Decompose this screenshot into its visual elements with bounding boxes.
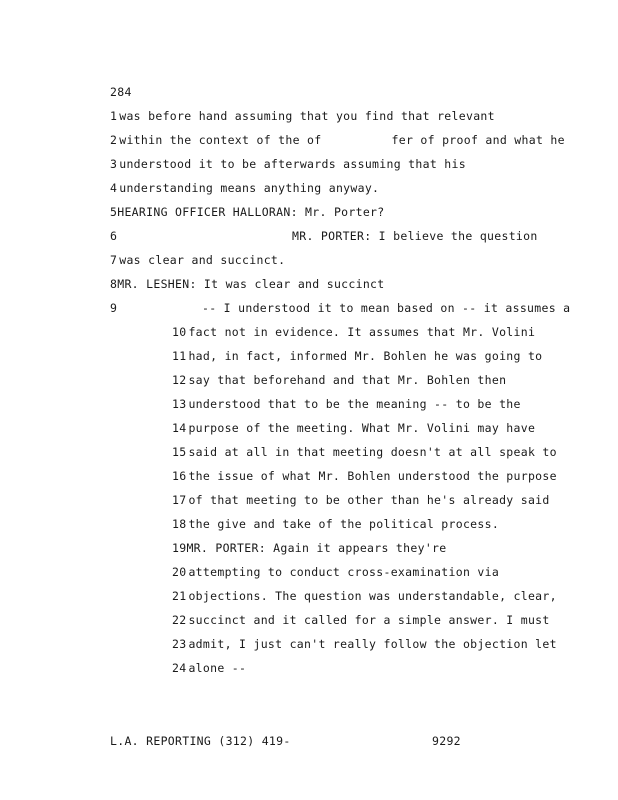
transcript-line-23 <box>172 637 557 651</box>
transcript-line-16 <box>172 469 557 483</box>
transcript-line-14 <box>172 421 535 435</box>
line-number: 17 <box>172 493 187 507</box>
transcript-line-21 <box>172 589 557 603</box>
line-text: said at all in that meeting doesn't at all speak to <box>188 445 557 459</box>
transcript-line-8 <box>110 277 385 291</box>
line-text: MR. LESHEN: It was clear and succinct <box>117 277 385 291</box>
line-number: 13 <box>172 397 187 411</box>
line-text: understood it to be afterwards assuming that his <box>119 157 466 171</box>
line-number: 7 <box>110 253 118 267</box>
transcript-line-24 <box>172 661 246 675</box>
line-number: 11 <box>172 349 187 363</box>
transcript-line-1 <box>110 109 495 123</box>
transcript-line-3 <box>110 157 466 171</box>
line-number: 10 <box>172 325 187 339</box>
transcript-line-6-number: 6 <box>110 229 118 243</box>
line-number: 18 <box>172 517 187 531</box>
line-text: understanding means anything anyway. <box>119 181 380 195</box>
line-text: HEARING OFFICER HALLORAN: Mr. Porter? <box>117 205 385 219</box>
transcript-line-2 <box>110 133 565 147</box>
line-number: 15 <box>172 445 187 459</box>
transcript-line-13 <box>172 397 521 411</box>
line-number: 22 <box>172 613 187 627</box>
line-text: purpose of the meeting. What Mr. Volini may have <box>188 421 536 435</box>
page-number: 284 <box>110 85 132 99</box>
transcript-line-9-number: 9 <box>110 301 118 315</box>
transcript-line-22 <box>172 613 550 627</box>
line-number: 24 <box>172 661 187 675</box>
line-text: the issue of what Mr. Bohlen understood the purpose <box>188 469 557 483</box>
line-text: objections. The question was understandable, clear, <box>188 589 557 603</box>
line-text: say that beforehand and that Mr. Bohlen then <box>188 373 507 387</box>
line-number: 12 <box>172 373 187 387</box>
transcript-line-6: MR. PORTER: I believe the question <box>292 229 538 243</box>
transcript-line-12 <box>172 373 506 387</box>
transcript-line-11 <box>172 349 542 363</box>
footer-reporter: L.A. REPORTING (312) 419- <box>110 734 291 748</box>
line-text: was before hand assuming that you find that relevant <box>119 109 495 123</box>
line-text: had, in fact, informed Mr. Bohlen he was going to <box>188 349 543 363</box>
line-text-part-b: fer of proof and what he <box>391 133 565 147</box>
line-number: 1 <box>110 109 118 123</box>
transcript-line-15 <box>172 445 557 459</box>
line-number: 2 <box>110 133 118 147</box>
line-text: the give and take of the political process. <box>188 517 500 531</box>
transcript-line-10 <box>172 325 535 339</box>
transcript-line-7 <box>110 253 285 267</box>
line-number: 14 <box>172 421 187 435</box>
line-text: succinct and it called for a simple answer. I must <box>188 613 550 627</box>
line-number: 5 <box>110 205 118 219</box>
transcript-line-4 <box>110 181 379 195</box>
line-text: fact not in evidence. It assumes that Mr. Volini <box>188 325 536 339</box>
line-number: 19 <box>172 541 187 555</box>
line-text: attempting to conduct cross-examination via <box>188 565 500 579</box>
line-number: 4 <box>110 181 118 195</box>
transcript-line-19 <box>172 541 447 555</box>
transcript-line-9: -- I understood it to mean based on -- it assumes a <box>202 301 571 315</box>
line-number: 16 <box>172 469 187 483</box>
line-number: 3 <box>110 157 118 171</box>
line-number: 8 <box>110 277 118 291</box>
line-number: 20 <box>172 565 187 579</box>
transcript-line-20 <box>172 565 499 579</box>
line-text: understood that to be the meaning -- to be the <box>188 397 521 411</box>
line-text-part-a: within the context of the of <box>119 133 322 147</box>
line-number: 23 <box>172 637 187 651</box>
transcript-line-18 <box>172 517 499 531</box>
line-text: MR. PORTER: Again it appears they're <box>186 541 447 555</box>
line-text: was clear and succinct. <box>119 253 286 267</box>
line-text: of that meeting to be other than he's already said <box>188 493 550 507</box>
transcript-line-17 <box>172 493 550 507</box>
line-number: 21 <box>172 589 187 603</box>
transcript-line-5 <box>110 205 385 219</box>
footer-phone-suffix: 9292 <box>432 734 461 748</box>
line-text: alone -- <box>188 661 247 675</box>
line-text: admit, I just can't really follow the objection let <box>188 637 557 651</box>
